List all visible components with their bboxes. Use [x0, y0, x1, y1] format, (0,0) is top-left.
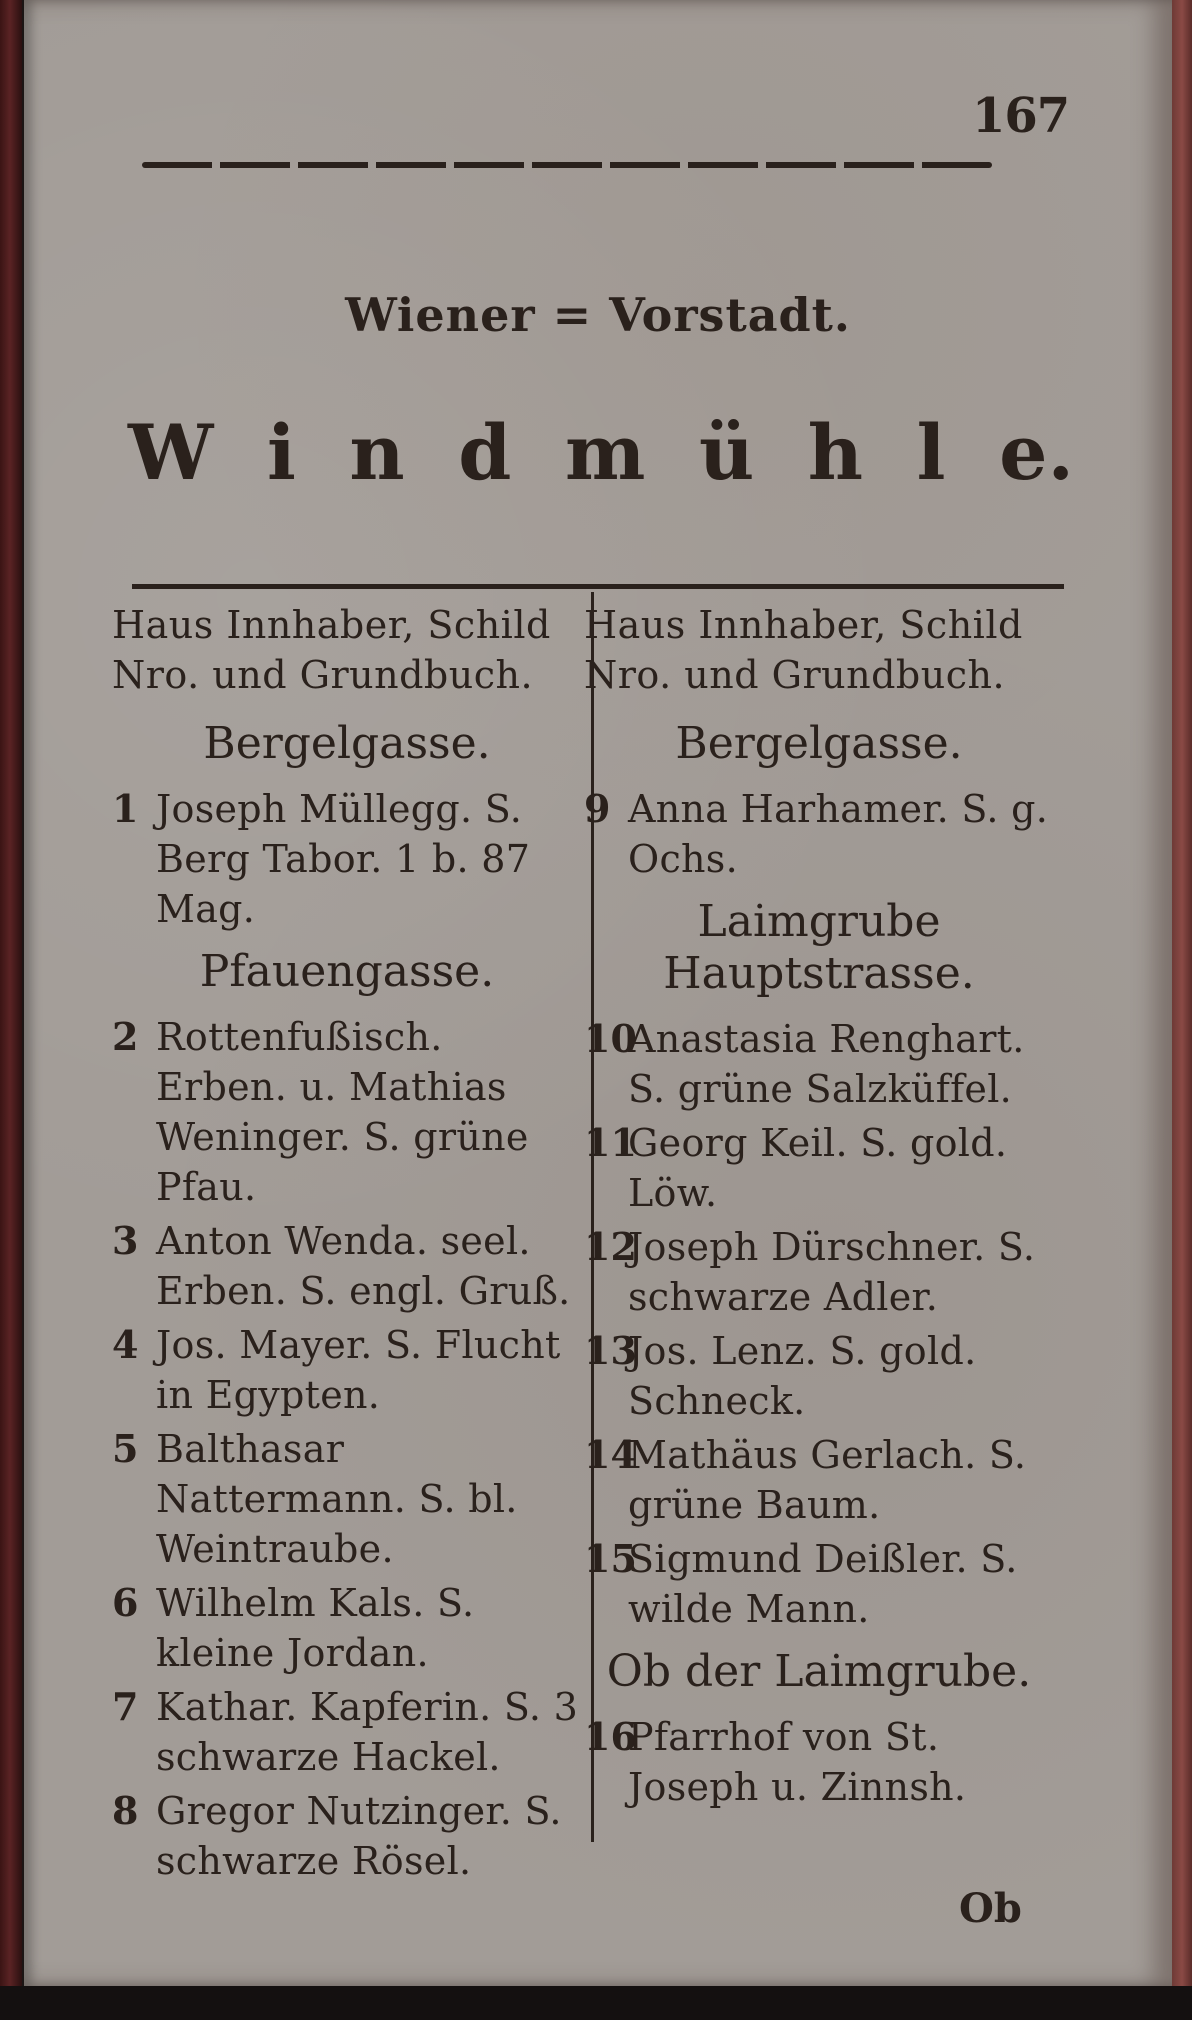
house-number: 6 [112, 1580, 139, 1625]
house-number: 7 [112, 1684, 139, 1729]
house-number: 8 [112, 1788, 139, 1833]
house-owner-and-sign: Balthasar Nattermann. S. bl. Weintraube. [156, 1427, 518, 1571]
house-owner-and-sign: Gregor Nutzinger. S. schwarze Rösel. [156, 1789, 562, 1883]
district-title-letter: h [807, 408, 864, 497]
scan-background [0, 1986, 1192, 2020]
house-number: 9 [584, 786, 611, 831]
house-entry [112, 1578, 582, 1678]
house-owner-and-sign: Georg Keil. S. gold. Löw. [628, 1121, 1008, 1215]
left-sections [112, 718, 582, 1886]
right-column [584, 600, 1054, 1816]
district-title-letter: l [916, 408, 946, 497]
district-title-letter: n [349, 408, 405, 497]
column-header-line: Nro. und Grundbuch. [584, 653, 1006, 697]
district-title-letter: m [564, 408, 646, 497]
street-heading: Bergelgasse. [203, 718, 491, 769]
house-owner-and-sign: Joseph Müllegg. S. Berg Tabor. 1 b. 87 Mag. [156, 787, 531, 931]
house-entry [112, 1682, 582, 1782]
district-title-letter: W [128, 408, 214, 497]
header-rule [132, 584, 1064, 589]
district-title-letter: e. [999, 408, 1074, 497]
right-sections [584, 718, 1054, 1812]
column-header-line: Haus Innhaber, Schild [112, 603, 551, 647]
district-title-letter: i [266, 408, 296, 497]
house-owner-and-sign: Kathar. Kapferin. S. 3 schwarze Hackel. [156, 1685, 579, 1779]
house-number: 3 [112, 1218, 139, 1263]
street-heading: Laimgrube Hauptstrasse. [663, 896, 975, 999]
house-owner-and-sign: Jos. Lenz. S. gold. Schneck. [628, 1329, 977, 1423]
house-number: 2 [112, 1014, 139, 1059]
right-column-header [584, 600, 1054, 700]
house-number: 11 [584, 1120, 637, 1165]
suburb-heading: Wiener = Vorstadt. [345, 288, 851, 342]
house-number: 13 [584, 1328, 637, 1373]
street-heading: Ob der Laimgrube. [606, 1646, 1032, 1697]
left-column-header [112, 600, 582, 700]
house-entry [112, 1424, 582, 1574]
house-owner-and-sign: Sigmund Deißler. S. wilde Mann. [628, 1537, 1018, 1631]
house-entry [112, 1012, 582, 1212]
house-entry [584, 1118, 1054, 1218]
house-owner-and-sign: Wilhelm Kals. S. kleine Jordan. [156, 1581, 475, 1675]
house-entry [112, 1786, 582, 1886]
house-number: 12 [584, 1224, 637, 1269]
page-number: 167 [972, 88, 1070, 144]
house-number: 16 [584, 1714, 637, 1759]
house-entry [584, 1222, 1054, 1322]
house-number: 10 [584, 1016, 637, 1061]
left-column [112, 600, 582, 1890]
district-title-letter: d [458, 408, 512, 497]
house-owner-and-sign: Mathäus Gerlach. S. grüne Baum. [628, 1433, 1027, 1527]
house-owner-and-sign: Jos. Mayer. S. Flucht in Egypten. [156, 1323, 561, 1417]
house-owner-and-sign: Joseph Dürschner. S. schwarze Adler. [628, 1225, 1036, 1319]
house-number: 15 [584, 1536, 637, 1581]
house-entry [112, 784, 582, 934]
district-title [128, 408, 1074, 497]
house-owner-and-sign: Anna Harhamer. S. g. Ochs. [628, 787, 1049, 881]
column-header-line: Nro. und Grundbuch. [112, 653, 534, 697]
book-page [24, 0, 1172, 1986]
house-owner-and-sign: Rottenfußisch. Erben. u. Mathias Weninger. S. grüne Pfau. [156, 1015, 529, 1209]
catchword: Ob [959, 1885, 1022, 1932]
house-entry [112, 1216, 582, 1316]
column-header-line: Haus Innhaber, Schild [584, 603, 1023, 647]
house-owner-and-sign: Pfarrhof von St. Joseph u. Zinnsh. [628, 1715, 967, 1809]
house-entry [584, 784, 1054, 884]
street-heading: Bergelgasse. [675, 718, 963, 769]
house-entry [584, 1430, 1054, 1530]
house-entry [584, 1534, 1054, 1634]
house-number: 14 [584, 1432, 637, 1477]
house-number: 5 [112, 1426, 139, 1471]
house-number: 4 [112, 1322, 139, 1367]
book-spine-left [0, 0, 22, 2020]
book-edge-right [1172, 0, 1192, 2020]
house-entry [112, 1320, 582, 1420]
house-owner-and-sign: Anton Wenda. seel. Erben. S. engl. Gruß. [156, 1219, 571, 1313]
house-entry [584, 1712, 1054, 1812]
house-entry [584, 1014, 1054, 1114]
house-owner-and-sign: Anastasia Renghart. S. grüne Salzküffel. [628, 1017, 1025, 1111]
house-entry [584, 1326, 1054, 1426]
street-heading: Pfauengasse. [199, 946, 495, 997]
district-title-letter: ü [698, 408, 755, 497]
house-number: 1 [112, 786, 139, 831]
decorative-top-rule [142, 162, 992, 168]
